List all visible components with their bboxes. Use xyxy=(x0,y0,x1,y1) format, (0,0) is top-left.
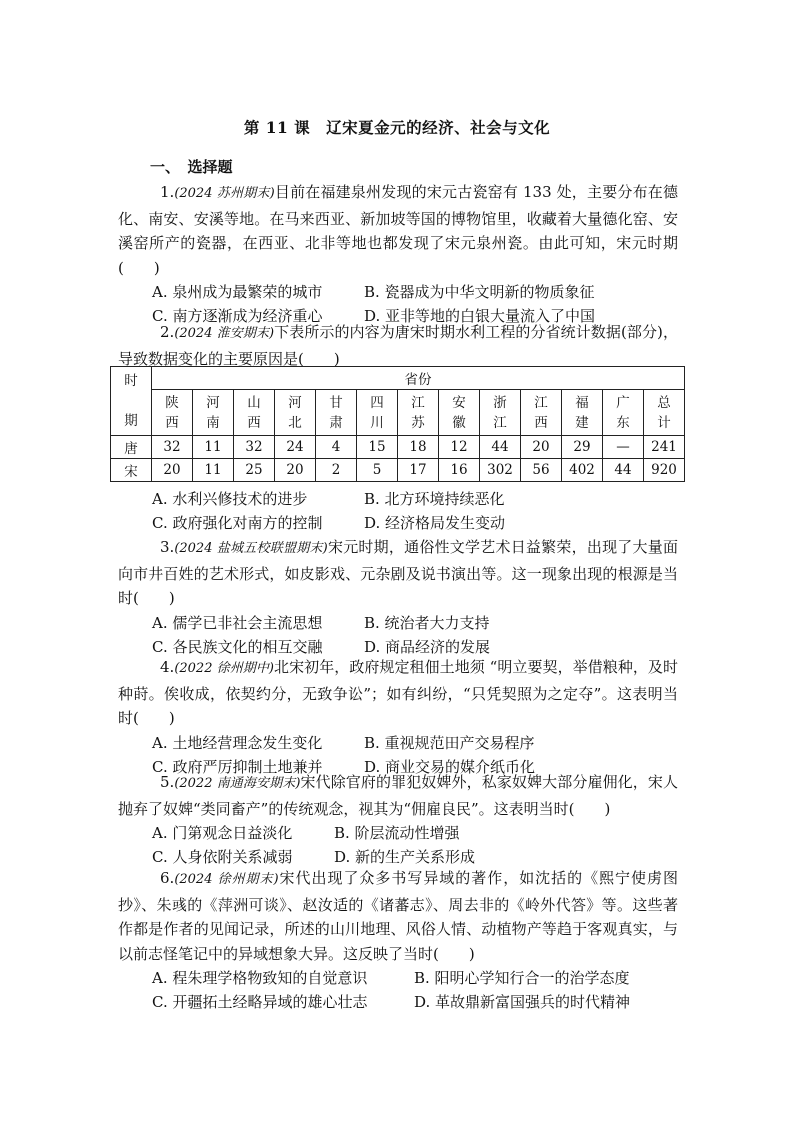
option-b[interactable]: B. 统治者大力支持 xyxy=(364,613,490,632)
table-row xyxy=(111,459,685,482)
question-number: 6. xyxy=(160,869,175,887)
question-source: (2024 苏州期末) xyxy=(174,186,275,201)
province-header: 总 计 xyxy=(644,390,685,436)
period-cell: 宋 xyxy=(111,459,152,482)
question-stem xyxy=(118,655,678,731)
question-4 xyxy=(118,655,678,779)
irrigation-data-table xyxy=(110,366,685,482)
province-header: 广 东 xyxy=(603,390,644,436)
table-cell: 11 xyxy=(193,459,234,482)
table-cell: 18 xyxy=(398,436,439,459)
option-b[interactable]: B. 阳明心学知行合一的治学态度 xyxy=(414,969,630,987)
question-stem xyxy=(118,866,678,966)
question-2-options xyxy=(118,487,678,535)
question-text: 宋代除官府的罪犯奴婢外，私家奴婢大部分雇佣化，宋人抛弃了奴婢“类同畜产”的传统观念，视其为“佣雇良民”。这表明当时( ) xyxy=(118,773,678,818)
table-cell: 12 xyxy=(439,436,480,459)
period-header-cell: 时 期 xyxy=(111,367,152,436)
question-stem xyxy=(118,535,678,611)
table-cell: 25 xyxy=(234,459,275,482)
province-header: 浙 江 xyxy=(480,390,521,436)
province-header: 山 西 xyxy=(234,390,275,436)
period-cell: 唐 xyxy=(111,436,152,459)
option-c[interactable]: C. 南方逐渐成为经济重心 xyxy=(152,307,323,325)
question-source: (2024 盐城五校联盟期末) xyxy=(174,541,328,556)
question-number: 2. xyxy=(160,323,175,341)
table-cell: 302 xyxy=(480,459,521,482)
question-source: (2024 徐州期末) xyxy=(174,872,279,887)
province-header: 江 苏 xyxy=(398,390,439,436)
option-c[interactable]: C. 开疆拓土经略异域的雄心壮志 xyxy=(152,993,368,1011)
table-cell: 44 xyxy=(603,459,644,482)
table-cell: 241 xyxy=(644,436,685,459)
option-d[interactable]: D. 亚非等地的白银大量流入了中国 xyxy=(364,307,596,325)
province-header: 河 南 xyxy=(193,390,234,436)
question-text: 宋元时期，通俗性文学艺术日益繁荣，出现了大量面向市井百姓的艺术形式，如皮影戏、元杂剧及说书演出等。这一现象出现的根源是当时( ) xyxy=(118,538,678,607)
option-a[interactable]: A. 水利兴修技术的进步 xyxy=(152,490,308,508)
option-d[interactable]: D. 商业交易的媒介纸币化 xyxy=(364,757,536,776)
option-d[interactable]: D. 经济格局发生变动 xyxy=(364,514,506,532)
table-cell: 15 xyxy=(357,436,398,459)
question-source: (2022 南通海安期末) xyxy=(174,776,301,791)
option-a[interactable]: A. 土地经营理念发生变化 xyxy=(152,733,323,752)
province-header: 陕 西 xyxy=(152,390,193,436)
option-c[interactable]: C. 人身依附关系减弱 xyxy=(152,848,293,866)
option-d[interactable]: D. 新的生产关系形成 xyxy=(334,848,476,866)
question-text: 北宋初年，政府规定租佃土地须 “明立要契，举借粮种，及时种莳。俟收成，依契约分，无致争讼”；如有纠纷，“只凭契照为之定夺”。这表明当时( ) xyxy=(118,658,678,727)
options xyxy=(118,966,678,1014)
question-2 xyxy=(118,320,678,371)
table-cell: 20 xyxy=(275,459,316,482)
option-b[interactable]: B. 瓷器成为中华文明新的物质象征 xyxy=(364,283,595,301)
question-number: 1. xyxy=(160,183,175,201)
table-cell: 4 xyxy=(316,436,357,459)
question-6 xyxy=(118,866,678,1014)
table-cell: 402 xyxy=(562,459,603,482)
options xyxy=(118,611,678,659)
province-header: 甘 肃 xyxy=(316,390,357,436)
option-c[interactable]: C. 政府强化对南方的控制 xyxy=(152,514,323,532)
section-heading: 一、 选择题 xyxy=(150,158,233,176)
question-number: 5. xyxy=(160,773,175,791)
lesson-title: 第 11 课 辽宋夏金元的经济、社会与文化 xyxy=(243,118,551,137)
question-text: 下表所示的内容为唐宋时期水利工程的分省统计数据(部分)，导致数据变化的主要原因是( ) xyxy=(118,323,678,368)
table-row xyxy=(111,436,685,459)
question-3 xyxy=(118,535,678,659)
table-cell: — xyxy=(603,436,644,459)
question-5 xyxy=(118,770,678,869)
table-cell: 20 xyxy=(152,459,193,482)
question-stem xyxy=(118,770,678,821)
question-text: 宋代出现了众多书写异域的著作，如沈括的《熙宁使虏图抄》、朱彧的《萍洲可谈》、赵汝适的《诸蕃志》、周去非的《岭外代答》等。这些著作都是作者的见闻记录，所述的山川地理、风俗人情、动植物产等趋于客观真实，与以前志怪笔记中的异域想象大异。这反映了当时( ) xyxy=(118,869,678,963)
province-header: 福 建 xyxy=(562,390,603,436)
province-header: 江 西 xyxy=(521,390,562,436)
table-cell: 11 xyxy=(193,436,234,459)
table-cell: 17 xyxy=(398,459,439,482)
option-d[interactable]: D. 革故鼎新富国强兵的时代精神 xyxy=(414,993,631,1011)
province-header-cell: 省份 xyxy=(152,367,685,390)
table-cell: 44 xyxy=(480,436,521,459)
question-source: (2022 徐州期中) xyxy=(174,661,274,676)
table-cell: 29 xyxy=(562,436,603,459)
options xyxy=(118,487,678,535)
option-b[interactable]: B. 阶层流动性增强 xyxy=(334,824,460,842)
option-c[interactable]: C. 各民族文化的相互交融 xyxy=(152,637,323,656)
question-stem xyxy=(118,320,678,371)
options xyxy=(118,821,678,869)
option-a[interactable]: A. 门第观念日益淡化 xyxy=(152,824,293,842)
table-cell: 32 xyxy=(234,436,275,459)
question-number: 4. xyxy=(160,658,175,676)
table-cell: 5 xyxy=(357,459,398,482)
table-cell: 20 xyxy=(521,436,562,459)
option-a[interactable]: A. 程朱理学格物致知的自觉意识 xyxy=(152,969,368,987)
province-header: 四 川 xyxy=(357,390,398,436)
option-b[interactable]: B. 重视规范田产交易程序 xyxy=(364,733,535,752)
table-cell: 16 xyxy=(439,459,480,482)
question-stem xyxy=(118,180,678,280)
table-cell: 2 xyxy=(316,459,357,482)
question-source: (2024 淮安期末) xyxy=(174,326,275,341)
option-c[interactable]: C. 政府严厉抑制土地兼并 xyxy=(152,757,323,776)
province-header: 安 徽 xyxy=(439,390,480,436)
question-1 xyxy=(118,180,678,328)
question-number: 3. xyxy=(160,538,175,556)
option-a[interactable]: A. 儒学已非社会主流思想 xyxy=(152,613,323,632)
province-header: 河 北 xyxy=(275,390,316,436)
table-cell: 920 xyxy=(644,459,685,482)
option-a[interactable]: A. 泉州成为最繁荣的城市 xyxy=(152,283,323,301)
option-d[interactable]: D. 商品经济的发展 xyxy=(364,637,491,656)
table-cell: 56 xyxy=(521,459,562,482)
option-b[interactable]: B. 北方环境持续恶化 xyxy=(364,490,505,508)
question-text: 目前在福建泉州发现的宋元古瓷窑有 133 处，主要分布在德化、南安、安溪等地。在马来西亚、新加坡等国的博物馆里，收藏着大量德化窑、安溪窑所产的瓷器，在西亚、北非等地也都发现了宋元泉州瓷。由此可知，宋元时期( ) xyxy=(118,183,678,277)
table-cell: 24 xyxy=(275,436,316,459)
table-cell: 32 xyxy=(152,436,193,459)
